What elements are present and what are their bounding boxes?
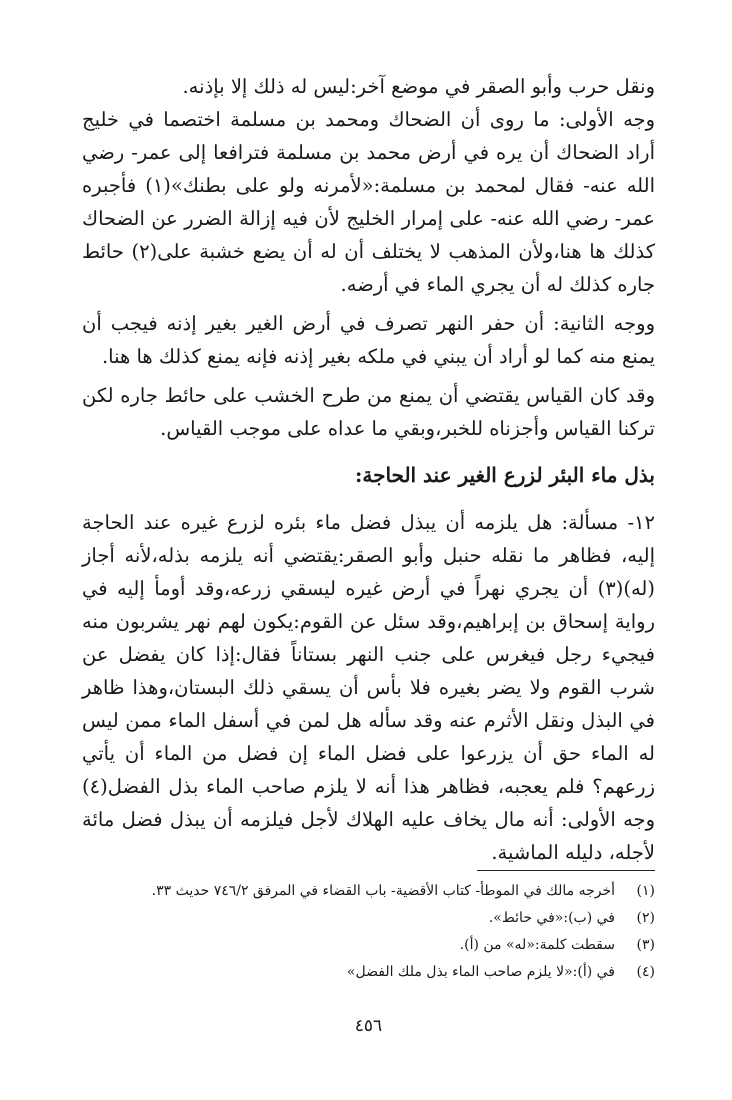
footnotes bbox=[82, 878, 655, 986]
footnote-2 bbox=[82, 905, 655, 932]
paragraph-1: ونقل حرب وأبو الصقر في موضع آخر:ليس له ذلك إلا بإذنه. bbox=[182, 75, 655, 98]
footnote-text: سقطت كلمة:«له» من (أ). bbox=[459, 937, 615, 953]
footnote-number: (٢) bbox=[636, 910, 655, 926]
footnote-number: (٤) bbox=[636, 964, 655, 980]
footnote-number: (١) bbox=[636, 883, 655, 899]
footnote-4 bbox=[82, 959, 655, 986]
footnote-text: في (ب):«في حائط». bbox=[488, 910, 615, 926]
footnote-text: في (أ):«لا يلزم صاحب الماء بذل ملك الفضل» bbox=[346, 964, 615, 980]
footnote-3 bbox=[82, 932, 655, 959]
main-text bbox=[82, 70, 655, 869]
paragraph-5: ١٢- مسألة: هل يلزمه أن يبذل فضل ماء بئره لزرع غيره عند الحاجة إليه، فظاهر ما نقله حنبل وأبو الصقر:يقتضي أنه يلزمه بذله،لأنه أجاز (له)(٣) أن يجري نهراً في أرض غيره ليسقي زرعه،وقد أومأ إليه في رواية إسحاق بن إبراهيم،وقد سئل عن القوم:يكون لهم نهر يشربون منه فيجيء رجل فيغرس على جنب النهر بستاناً فقال:إذا كان يفضل عن شرب القوم ولا يضر بغيره فلا بأس أن يسقي ذلك البستان،وهذا ظاهر في البذل ونقل الأثرم عنه وقد سأله هل لمن في أسفل الماء ممن ليس له الماء حق أن يزرعوا على فضل الماء إن فضل من الماء أن يأتي زرعهم؟ فلم يعجبه، فظاهر هذا أنه لا يلزم صاحب الماء بذل الفضل(٤) وجه الأولى: أنه مال يخاف عليه الهلاك لأجل فيلزمه أن يبذل فضل مائة لأجله، دليله الماشية. bbox=[82, 511, 655, 864]
page-number: ٤٥٦ bbox=[354, 1016, 383, 1036]
footnote-text: أخرجه مالك في الموطأ- كتاب الأقضية- باب القضاء في المرفق ٧٤٦/٢ حديث ٣٣. bbox=[151, 883, 615, 899]
section-heading: بذل ماء البئر لزرع الغير عند الحاجة: bbox=[354, 463, 655, 487]
paragraph-3: ووجه الثانية: أن حفر النهر تصرف في أرض الغير بغير إذنه فيجب أن يمنع منه كما لو أراد أن يبني في ملكه بغير إذنه فإنه يمنع كذلك ها هنا. bbox=[82, 312, 655, 368]
footnote-separator bbox=[477, 870, 655, 871]
paragraph-4: وقد كان القياس يقتضي أن يمنع من طرح الخشب على حائط جاره لكن تركنا القياس وأجزناه للخبر،وبقي ما عداه على موجب القياس. bbox=[82, 384, 655, 440]
paragraph-2: وجه الأولى: ما روى أن الضحاك ومحمد بن مسلمة اختصما في خليج أراد الضحاك أن يره في أرض محمد بن مسلمة فترافعا إلى عمر- رضي الله عنه- فقال لمحمد بن مسلمة:«لأمرنه ولو على بطنك»(١) فأجبره عمر- رضي الله عنه- على إمرار الخليج لأن فيه إزالة الضرر عن الضحاك كذلك ها هنا،ولأن المذهب لا يختلف أن له أن يضع خشبة على(٢) حائط جاره كذلك له أن يجري الماء في أرضه. bbox=[82, 108, 655, 296]
footnote-1 bbox=[82, 878, 655, 905]
footnote-number: (٣) bbox=[636, 937, 655, 953]
document-page bbox=[82, 70, 655, 1080]
